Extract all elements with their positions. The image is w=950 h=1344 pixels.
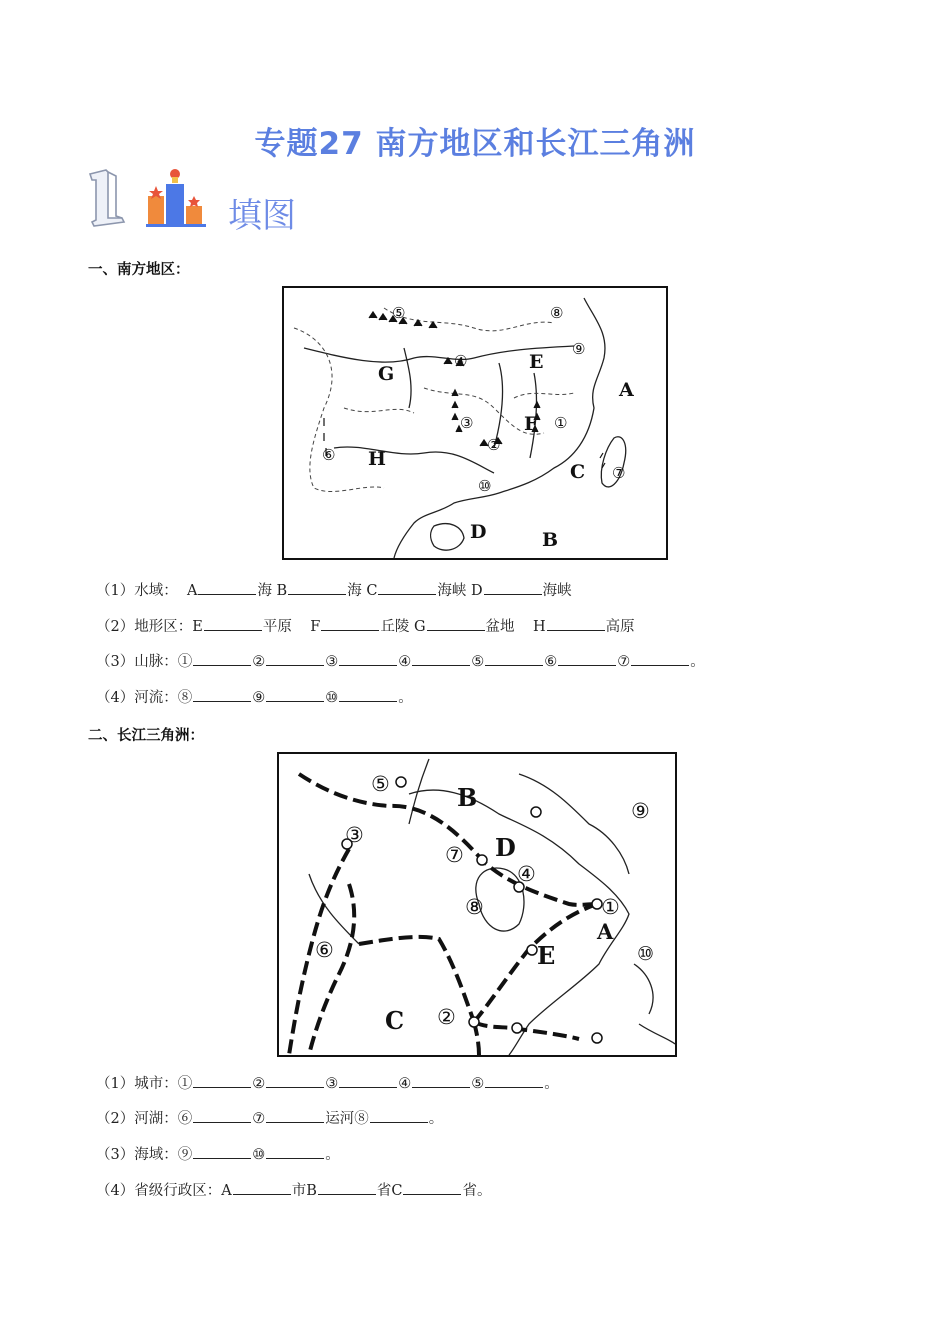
- map1-label-A: A: [619, 379, 634, 401]
- answer-blank[interactable]: [266, 653, 324, 666]
- map2-label-6: ⑥: [315, 938, 334, 962]
- map1-label-G: G: [378, 363, 395, 385]
- map1-label-7: ⑦: [612, 464, 626, 482]
- answer-blank[interactable]: [193, 653, 251, 666]
- answer-blank[interactable]: [485, 1075, 543, 1088]
- podium-icon: [146, 169, 206, 227]
- answer-blank[interactable]: [339, 689, 397, 702]
- map2-label-2: ②: [437, 1005, 456, 1029]
- part1-q4: （4）河流：⑧ ⑨ ⑩ 。: [96, 690, 413, 706]
- map2-label-10: ⑩: [637, 943, 655, 965]
- map1-label-5: ⑤: [392, 304, 406, 322]
- map1-label-3: ③: [460, 414, 474, 432]
- part2-q3: （3）海域：⑨ ⑩ 。: [96, 1147, 340, 1163]
- map2-label-1: ①: [601, 895, 620, 919]
- map1-label-F: F: [524, 413, 538, 435]
- map1-label-4: ④: [454, 352, 468, 370]
- map1-label-6: ⑥: [322, 446, 336, 464]
- page-title: 专题27 南方地区和长江三角洲: [254, 126, 696, 162]
- map2-label-D: D: [495, 833, 516, 862]
- map1-label-10: ⑩: [478, 477, 492, 495]
- answer-blank[interactable]: [318, 1182, 376, 1195]
- map1-label-H: H: [368, 448, 386, 470]
- map1-label-E: E: [529, 351, 544, 373]
- map1-label-1: ①: [554, 414, 568, 432]
- map2-label-8: ⑧: [465, 895, 484, 919]
- south-china-map: [282, 286, 668, 560]
- answer-blank[interactable]: [412, 653, 470, 666]
- answer-blank[interactable]: [204, 618, 262, 631]
- map2-label-7: ⑦: [445, 843, 464, 867]
- answer-blank[interactable]: [193, 689, 251, 702]
- answer-blank[interactable]: [193, 1110, 251, 1123]
- answer-blank[interactable]: [427, 618, 485, 631]
- part2-heading: 二、长江三角洲：: [88, 728, 204, 744]
- map2-label-4: ④: [517, 862, 536, 886]
- yangtze-delta-map: [277, 752, 677, 1057]
- map1-label-2: ②: [487, 436, 501, 454]
- map2-label-A: A: [597, 919, 614, 944]
- part1-q1: （1）水域： A 海 B 海 C 海峡 D 海峡: [96, 583, 572, 599]
- answer-blank[interactable]: [321, 618, 379, 631]
- part2-q4: （4）省级行政区：A 市B 省C 省。: [96, 1183, 492, 1199]
- answer-blank[interactable]: [403, 1182, 461, 1195]
- map2-label-C: C: [385, 1006, 405, 1035]
- answer-blank[interactable]: [193, 1146, 251, 1159]
- part1-q3: （3）山脉：① ② ③ ④ ⑤ ⑥ ⑦ 。: [96, 654, 705, 670]
- answer-blank[interactable]: [233, 1182, 291, 1195]
- map2-label-5: ⑤: [371, 772, 390, 796]
- map1-label-9: ⑨: [572, 340, 586, 358]
- part1-q2: （2）地形区：E 平原 F 丘陵 G 盆地 H 高原: [96, 619, 635, 635]
- part2-q1: （1）城市：① ② ③ ④ ⑤ 。: [96, 1076, 559, 1092]
- answer-blank[interactable]: [558, 653, 616, 666]
- answer-blank[interactable]: [484, 582, 542, 595]
- map2-label-9: ⑨: [631, 799, 650, 823]
- answer-blank[interactable]: [266, 1110, 324, 1123]
- answer-blank[interactable]: [631, 653, 689, 666]
- answer-blank[interactable]: [370, 1110, 428, 1123]
- map2-label-E: E: [537, 941, 556, 970]
- section-number-icon: [86, 166, 226, 236]
- map2-label-3: ③: [345, 823, 364, 847]
- answer-blank[interactable]: [266, 1075, 324, 1088]
- map2-label-B: B: [457, 783, 478, 812]
- answer-blank[interactable]: [288, 582, 346, 595]
- answer-blank[interactable]: [339, 653, 397, 666]
- section-title: 填图: [228, 196, 296, 236]
- map1-label-8: ⑧: [550, 304, 564, 322]
- map1-label-D: D: [470, 521, 487, 543]
- part2-q2: （2）河湖：⑥ ⑦ 运河⑧ 。: [96, 1111, 444, 1127]
- answer-blank[interactable]: [378, 582, 436, 595]
- answer-blank[interactable]: [266, 1146, 324, 1159]
- answer-blank[interactable]: [412, 1075, 470, 1088]
- answer-blank[interactable]: [547, 618, 605, 631]
- answer-blank[interactable]: [485, 653, 543, 666]
- map1-label-B: B: [542, 529, 559, 551]
- answer-blank[interactable]: [198, 582, 256, 595]
- part1-heading: 一、南方地区：: [88, 262, 190, 278]
- map1-label-C: C: [570, 461, 586, 483]
- answer-blank[interactable]: [339, 1075, 397, 1088]
- answer-blank[interactable]: [266, 689, 324, 702]
- answer-blank[interactable]: [193, 1075, 251, 1088]
